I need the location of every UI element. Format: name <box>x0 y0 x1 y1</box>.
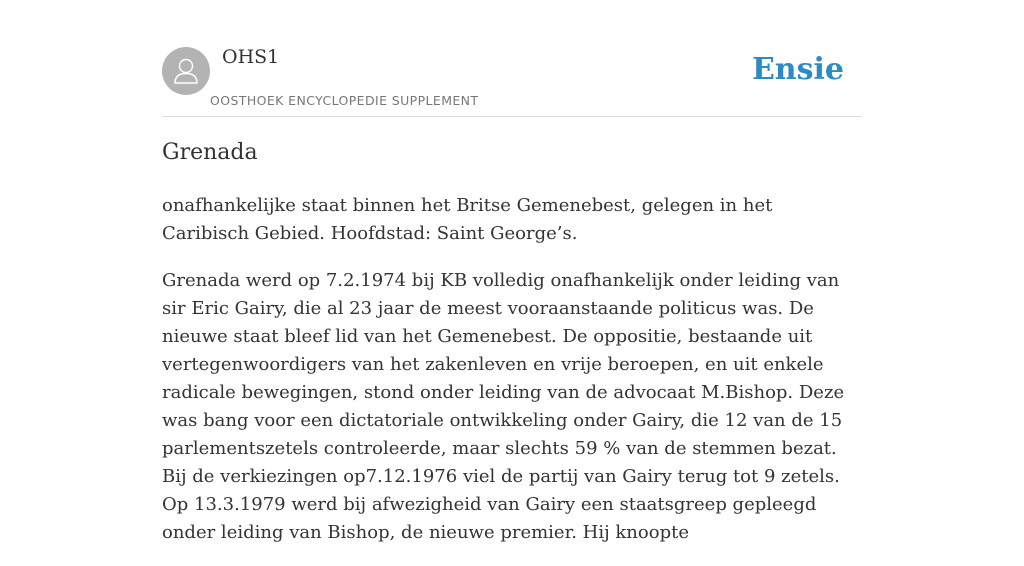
article-paragraph: onafhankelijke staat binnen het Britse Gemenebest, gelegen in het Caribisch Gebied. Hoofdstad: Saint George’s. <box>162 195 773 244</box>
article-paragraph: Grenada werd op 7.2.1974 bij KB volledig onafhankelijk onder leiding van sir Eric Gairy, die al 23 jaar de meest vooraanstaande politicus was. De nieuwe staat bleef lid van het Gemenebest. De oppositie, bestaande uit vertegenwoordigers van het zakenleven en vrije beroepen, en uit enkele radicale bewegingen, stond onder leiding van de advocaat M.Bishop. Deze was bang voor een dictatoriale ontwikkeling onder Gairy, die 12 van de 15 parlementszetels controleerde, maar slechts 59 % van de stemmen bezat. Bij de verkiezingen op7.12.1976 viel de partij van Gairy terug tot 9 zetels. Op 13.3.1979 werd bij afwezigheid van Gairy een staatsgreep gepleegd onder leiding van Bishop, de nieuwe premier. Hij knoopte <box>162 270 845 543</box>
user-avatar-icon[interactable] <box>162 47 210 95</box>
source-name: OOSTHOEK ENCYCLOPEDIE SUPPLEMENT <box>210 93 479 108</box>
ensie-logo-link[interactable]: Ensie <box>751 52 844 87</box>
person-icon <box>162 47 210 95</box>
source-code-link[interactable]: OHS1 <box>222 46 280 68</box>
article-title: Grenada <box>162 140 258 165</box>
article-body <box>162 192 864 566</box>
source-header <box>162 46 862 117</box>
